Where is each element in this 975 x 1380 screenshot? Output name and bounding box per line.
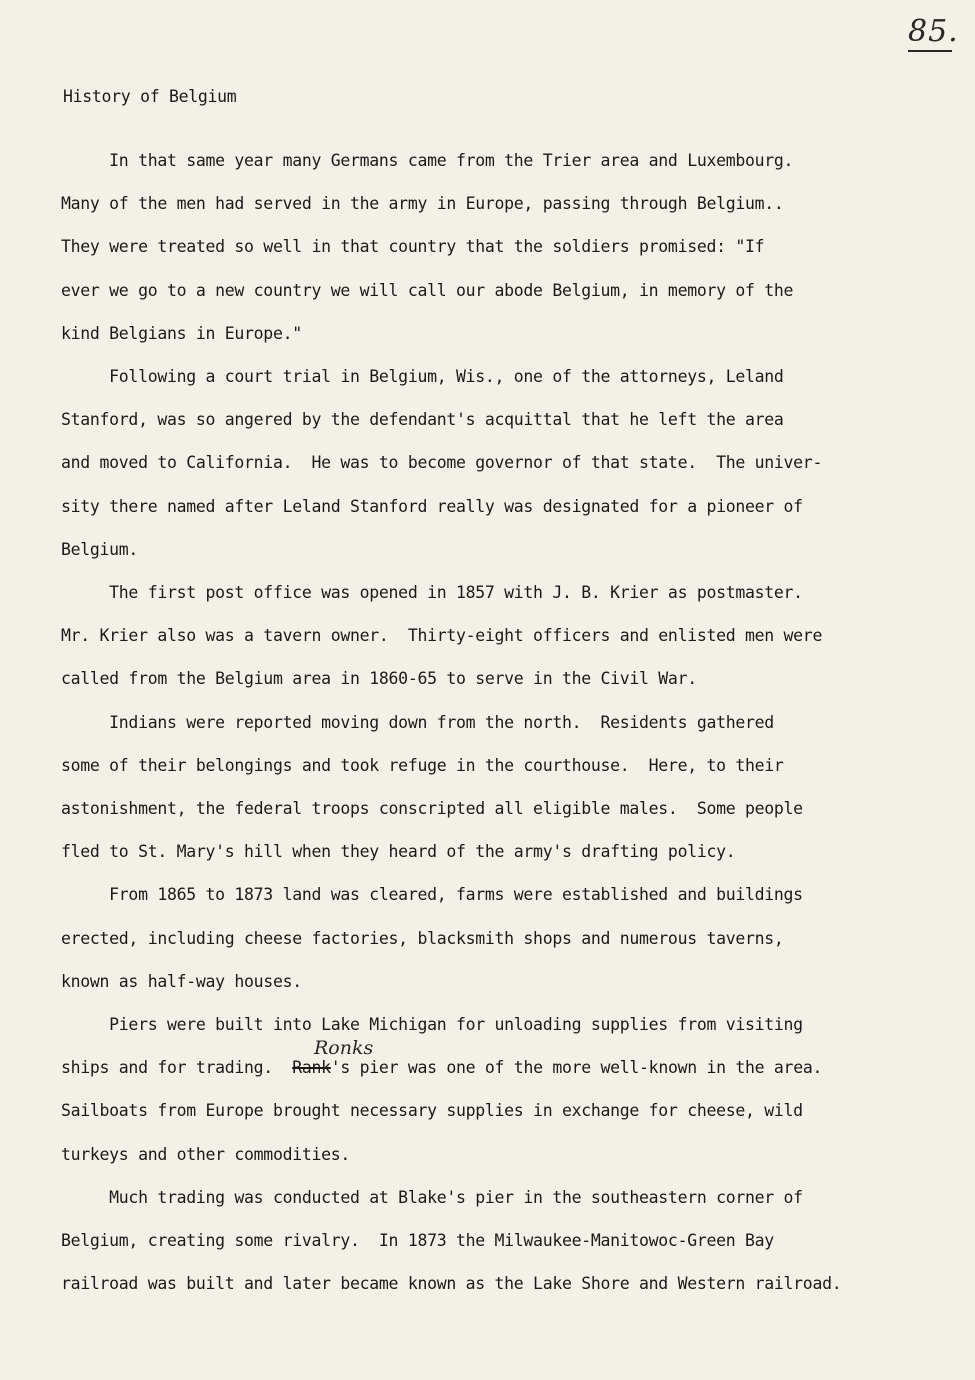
- text-line: Following a court trial in Belgium, Wis., one of the attorneys, Leland: [61, 367, 784, 386]
- text-line: Indians were reported moving down from the north. Residents gathered: [61, 713, 774, 732]
- text-segment: 's pier was one of the more well-known in the area.: [330, 1058, 823, 1077]
- text-line: Belgium, creating some rivalry. In 1873 the Milwaukee-Manitowoc-Green Bay: [61, 1231, 774, 1250]
- text-line: sity there named after Leland Stanford really was designated for a pioneer of: [61, 497, 803, 516]
- text-segment: ships and for trading.: [61, 1058, 293, 1077]
- text-line: and moved to California. He was to become governor of that state. The univer-: [61, 453, 823, 472]
- document-title: History of Belgium: [63, 87, 237, 106]
- text-line: astonishment, the federal troops conscripted all eligible males. Some people: [61, 799, 803, 818]
- struck-through-word: Rank: [292, 1058, 331, 1077]
- text-line: known as half-way houses.: [61, 972, 302, 991]
- text-line: Much trading was conducted at Blake's pier in the southeastern corner of: [61, 1188, 803, 1207]
- text-line: The first post office was opened in 1857 with J. B. Krier as postmaster.: [61, 583, 803, 602]
- text-line: They were treated so well in that country that the soldiers promised: "If: [61, 237, 765, 256]
- text-line: erected, including cheese factories, blacksmith shops and numerous taverns,: [61, 929, 784, 948]
- text-line: Piers were built into Lake Michigan for unloading supplies from visiting: [61, 1015, 803, 1034]
- text-line: From 1865 to 1873 land was cleared, farms were established and buildings: [61, 885, 803, 904]
- text-line: turkeys and other commodities.: [61, 1145, 351, 1164]
- text-line: ever we go to a new country we will call our abode Belgium, in memory of the: [61, 281, 794, 300]
- text-line: kind Belgians in Europe.": [61, 324, 302, 343]
- text-line: In that same year many Germans came from the Trier area and Luxembourg.: [61, 151, 794, 170]
- text-line: Sailboats from Europe brought necessary supplies in exchange for cheese, wild: [61, 1101, 803, 1120]
- text-line: railroad was built and later became known as the Lake Shore and Western railroad.: [61, 1274, 842, 1293]
- text-line: called from the Belgium area in 1860-65 to serve in the Civil War.: [61, 669, 697, 688]
- text-line: Many of the men had served in the army in Europe, passing through Belgium..: [61, 194, 784, 213]
- text-line: fled to St. Mary's hill when they heard of the army's drafting policy.: [61, 842, 736, 861]
- page-number-underline: [908, 50, 952, 52]
- handwritten-page-number: 85.: [908, 14, 959, 49]
- handwritten-correction: Ronks: [314, 1037, 374, 1059]
- text-line: Belgium.: [61, 540, 139, 559]
- text-line: Mr. Krier also was a tavern owner. Thirty-eight officers and enlisted men were: [61, 626, 823, 645]
- text-line: Stanford, was so angered by the defendant's acquittal that he left the area: [61, 410, 784, 429]
- text-line: some of their belongings and took refuge in the courthouse. Here, to their: [61, 756, 784, 775]
- text-line-with-correction: [61, 1057, 822, 1079]
